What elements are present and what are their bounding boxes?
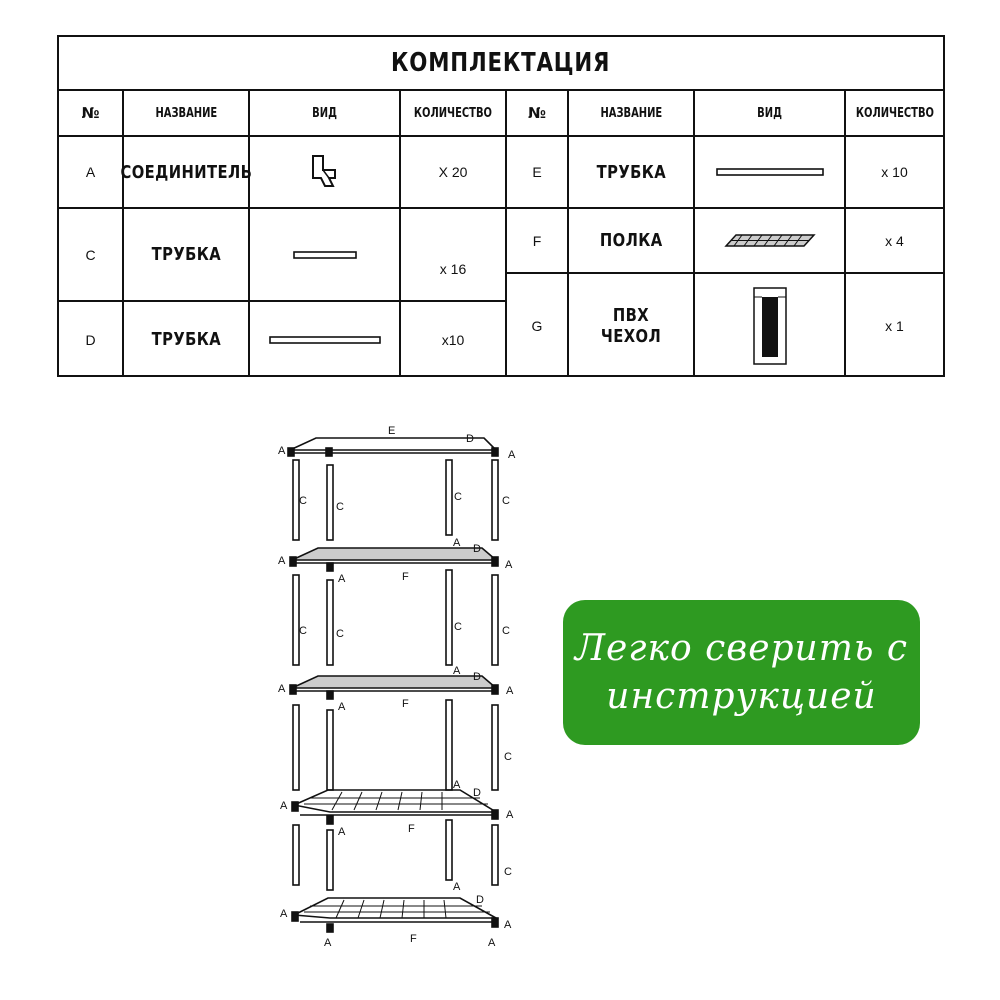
header-name: НАЗВАНИЕ <box>600 105 662 121</box>
label-D: D <box>466 433 474 445</box>
label-A: A <box>278 555 286 567</box>
label-A: A <box>505 559 513 571</box>
header-name: НАЗВАНИЕ <box>155 105 217 121</box>
label-A: A <box>280 908 288 920</box>
header-name-cell <box>569 91 693 135</box>
row-name: СОЕДИНИТЕЛЬ <box>120 161 252 183</box>
connector-icon <box>250 137 399 207</box>
label-C: C <box>504 866 512 878</box>
header-view-cell <box>695 91 844 135</box>
table-title-row <box>59 37 943 91</box>
header-view: ВИД <box>757 105 782 121</box>
row-letter: F <box>532 232 542 249</box>
row-qty: x 4 <box>885 232 904 249</box>
header-view: ВИД <box>312 105 337 121</box>
shelf-panel-icon <box>695 209 844 272</box>
row-letter: D <box>85 331 96 348</box>
row-letter: E <box>532 164 542 180</box>
row-qty: x 10 <box>881 164 908 180</box>
label-C: C <box>336 628 344 640</box>
label-A: A <box>280 800 288 812</box>
header-qty: КОЛИЧЕСТВО <box>855 105 934 121</box>
badge-line-2: инструкцией <box>606 675 877 717</box>
label-A: A <box>338 701 346 713</box>
label-D: D <box>473 543 481 555</box>
label-C: C <box>454 621 462 633</box>
label-A: A <box>504 919 512 931</box>
header-qty-cell <box>401 91 505 135</box>
label-A: A <box>453 779 461 791</box>
label-C: C <box>299 625 307 637</box>
table-title: КОМПЛЕКТАЦИЯ <box>391 48 611 78</box>
label-A: A <box>506 809 514 821</box>
label-D: D <box>476 894 484 906</box>
row-qty: x 1 <box>885 317 904 334</box>
label-A: A <box>324 937 332 949</box>
label-A: A <box>453 881 461 893</box>
label-A: A <box>453 537 461 549</box>
row-qty: x 16 <box>439 260 467 277</box>
label-A: A <box>278 683 286 695</box>
header-num: № <box>81 104 100 122</box>
label-A: A <box>338 573 346 585</box>
row-name-cell <box>569 274 693 377</box>
label-A: A <box>506 685 514 697</box>
row-letter: A <box>85 164 96 180</box>
label-D: D <box>473 787 481 799</box>
row-name-cell <box>569 209 693 272</box>
assembly-diagram <box>270 420 530 950</box>
row-name: ТРУБКА <box>151 244 221 265</box>
instruction-badge <box>563 600 920 745</box>
header-view-cell <box>250 91 399 135</box>
short-tube-icon <box>250 209 399 300</box>
parts-table <box>57 35 945 377</box>
label-D: D <box>473 671 481 683</box>
label-A: A <box>488 937 496 949</box>
label-F: F <box>408 823 415 835</box>
label-A: A <box>508 449 516 461</box>
label-F: F <box>410 933 417 945</box>
label-F: F <box>402 571 409 583</box>
header-num: № <box>527 104 547 122</box>
row-name-cell <box>569 137 693 207</box>
row-qty: X 20 <box>438 164 468 180</box>
row-name: ТРУБКА <box>151 329 221 350</box>
header-qty-cell <box>846 91 943 135</box>
row-name-cell <box>124 209 248 300</box>
row-qty: x10 <box>441 331 465 348</box>
row-name: ТРУБКА <box>596 161 666 183</box>
header-name-cell <box>124 91 248 135</box>
medium-tube-icon <box>250 302 399 377</box>
label-E: E <box>388 425 396 437</box>
row-name-cell <box>120 137 252 207</box>
long-tube-icon <box>695 137 844 207</box>
row-name: ПВХ ЧЕХОЛ <box>600 304 662 347</box>
badge-line-1: Легко сверить с <box>574 627 909 669</box>
label-C: C <box>336 501 344 513</box>
label-C: C <box>502 625 510 637</box>
label-F: F <box>402 698 409 710</box>
row-letter: G <box>531 317 543 334</box>
label-C: C <box>502 495 510 507</box>
label-C: C <box>504 751 512 763</box>
label-C: C <box>299 495 307 507</box>
label-A: A <box>278 445 286 457</box>
row-letter: C <box>85 246 96 263</box>
label-A: A <box>453 665 461 677</box>
row-name-cell <box>124 302 248 377</box>
header-qty: КОЛИЧЕСТВО <box>413 105 493 121</box>
label-C: C <box>454 491 462 503</box>
row-name: ПОЛКА <box>599 230 663 251</box>
pvc-cover-icon <box>695 274 844 377</box>
label-A: A <box>338 826 346 838</box>
